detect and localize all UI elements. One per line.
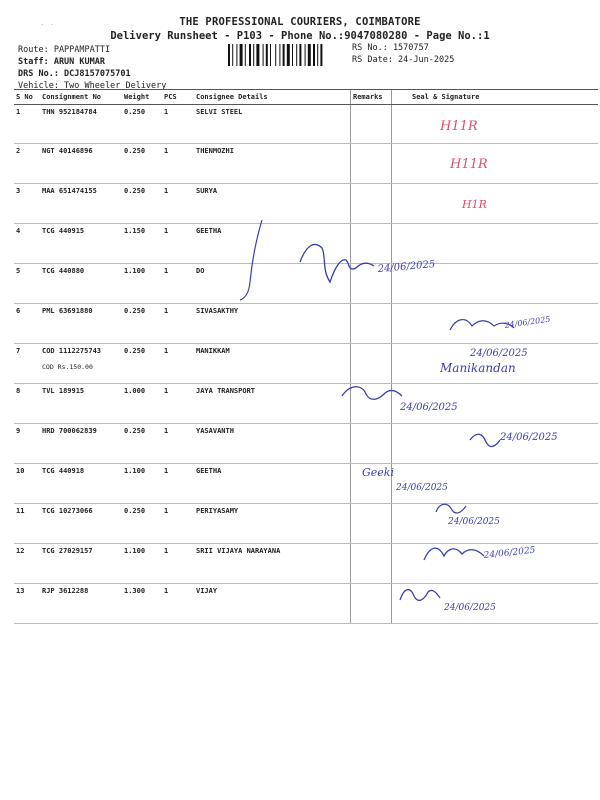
sig-row-10-date: 24/06/2025 [396, 483, 448, 493]
cell-consignment-text: HRD 700062839 [42, 427, 97, 435]
barcode-bar [236, 44, 237, 66]
cell-weight [122, 144, 162, 184]
cell-consignment-text: TCG 10273066 [42, 507, 93, 515]
barcode-bar [256, 44, 259, 66]
cell-sno [14, 304, 40, 344]
cell-pcs [162, 544, 194, 584]
cell-weight [122, 504, 162, 544]
cell-consignment [40, 344, 122, 384]
cell-consignee-text: THENMOZHI [196, 147, 234, 155]
cell-pcs-text: 1 [164, 507, 169, 515]
cell-weight [122, 105, 162, 144]
barcode-bar [296, 44, 297, 66]
cell-consignee-text: VIJAY [196, 587, 218, 595]
cell-consignee [194, 144, 351, 184]
cell-pcs [162, 584, 194, 624]
vehicle: Vehicle: Two Wheeler Delivery [18, 81, 167, 91]
cell-consignment [40, 224, 122, 264]
cell-consignee [194, 464, 351, 504]
cell-weight-text: 1.000 [124, 387, 146, 395]
cell-sno-text: 13 [16, 587, 25, 595]
cell-consignment-text: TVL 189915 [42, 387, 85, 395]
table-row [14, 464, 598, 504]
cell-sno [14, 144, 40, 184]
table-row [14, 304, 598, 344]
sig-row-7-date: 24/06/2025 [470, 348, 528, 359]
cell-weight [122, 184, 162, 224]
barcode-bar [305, 44, 306, 66]
cell-weight [122, 384, 162, 424]
cell-sno-text: 4 [16, 227, 21, 235]
cell-pcs [162, 424, 194, 464]
cell-sno-text: 11 [16, 507, 25, 515]
cell-consignee [194, 584, 351, 624]
barcode-bar [249, 44, 251, 66]
sig-row-3: H1R [462, 198, 487, 211]
cell-pcs-text: 1 [164, 307, 169, 315]
table-row [14, 224, 598, 264]
cell-consignment [40, 504, 122, 544]
cell-weight-text: 0.250 [124, 147, 146, 155]
cell-consignment-text: RJP 3612288 [42, 587, 89, 595]
barcode-bar [279, 44, 280, 66]
cell-consignment-text: NGT 40146896 [42, 147, 93, 155]
table-row [14, 504, 598, 544]
cell-consignment [40, 424, 122, 464]
cell-sno [14, 384, 40, 424]
cell-remarks [351, 384, 392, 424]
cell-consignee-text: GEETHA [196, 227, 222, 235]
cell-consignee [194, 264, 351, 304]
cell-weight [122, 344, 162, 384]
cell-pcs [162, 344, 194, 384]
cell-pcs-text: 1 [164, 387, 169, 395]
route-meta [18, 44, 166, 92]
cell-sno-text: 3 [16, 187, 21, 195]
cell-pcs-text: 1 [164, 227, 169, 235]
cell-consignee [194, 105, 351, 144]
table-row [14, 184, 598, 224]
table-header-row [14, 90, 598, 105]
company-name: THE PROFESSIONAL COURIERS, COIMBATORE [179, 16, 421, 28]
cell-weight [122, 224, 162, 264]
barcode-bar [228, 44, 230, 66]
cell-consignee [194, 224, 351, 264]
cell-consignment [40, 144, 122, 184]
table-row [14, 584, 598, 624]
rs-info [352, 42, 454, 66]
cell-sno [14, 464, 40, 504]
cell-pcs [162, 384, 194, 424]
cell-pcs [162, 504, 194, 544]
cell-pcs [162, 184, 194, 224]
cell-consignee-text: YASAVANTH [196, 427, 234, 435]
cod-amount: COD Rs.150.00 [42, 363, 93, 371]
table-row [14, 424, 598, 464]
barcode-bar [263, 44, 264, 66]
cell-sno [14, 264, 40, 304]
table-row [14, 264, 598, 304]
cell-pcs [162, 144, 194, 184]
cell-consignment [40, 184, 122, 224]
barcode-bar [320, 44, 322, 66]
cell-weight-text: 1.150 [124, 227, 146, 235]
cell-weight [122, 264, 162, 304]
cell-consignee-text: SRII VIJAYA NARAYANA [196, 547, 281, 555]
cell-remarks [351, 584, 392, 624]
cell-sno-text: 10 [16, 467, 25, 475]
cell-remarks [351, 544, 392, 584]
cell-remarks [351, 344, 392, 384]
cell-pcs [162, 224, 194, 264]
cell-consignee [194, 184, 351, 224]
cell-remarks [351, 184, 392, 224]
table-row [14, 544, 598, 584]
cell-signature[interactable] [392, 344, 599, 384]
sig-row-10-name: Geeki [362, 466, 394, 479]
cell-pcs-text: 1 [164, 347, 169, 355]
cell-signature[interactable] [392, 224, 599, 264]
cell-remarks [351, 224, 392, 264]
cell-consignment [40, 384, 122, 424]
drs-number: DRS No.: DCJ8157075701 [18, 69, 131, 79]
runsheet-table [14, 89, 598, 624]
cell-weight-text: 0.250 [124, 108, 146, 116]
cell-sno-text: 2 [16, 147, 21, 155]
barcode [228, 44, 344, 66]
cell-consignee-text: SIVASAKTHY [196, 307, 239, 315]
sig-row-13-date: 24/06/2025 [444, 603, 496, 613]
cell-consignment [40, 264, 122, 304]
rs-number: RS No.: 1570757 [352, 43, 429, 53]
cell-consignee [194, 424, 351, 464]
cell-sno-text: 8 [16, 387, 21, 395]
cell-pcs-text: 1 [164, 267, 169, 275]
cell-sno [14, 544, 40, 584]
cell-consignment-text: TCG 440918 [42, 467, 85, 475]
cell-weight-text: 0.250 [124, 427, 146, 435]
cell-sno-text: 5 [16, 267, 21, 275]
cell-signature[interactable] [392, 105, 599, 144]
barcode-bar [240, 44, 243, 66]
scan-marks: · · [40, 20, 55, 29]
barcode-bar [308, 44, 311, 66]
cell-pcs-text: 1 [164, 547, 169, 555]
rs-date: RS Date: 24-Jun-2025 [352, 55, 455, 65]
cell-sno [14, 224, 40, 264]
cell-signature[interactable] [392, 144, 599, 184]
cell-consignment [40, 105, 122, 144]
cell-sno [14, 584, 40, 624]
barcode-bar [317, 44, 318, 66]
cell-consignment-text: MAA 651474155 [42, 187, 97, 195]
cell-consignment-text: TCG 27029157 [42, 547, 93, 555]
barcode-bar [245, 44, 246, 66]
cell-signature[interactable] [392, 544, 599, 584]
sig-row-1: H11R [440, 119, 478, 134]
cell-sno [14, 184, 40, 224]
cell-remarks [351, 304, 392, 344]
cell-consignee [194, 384, 351, 424]
cell-sno-text: 12 [16, 547, 25, 555]
cell-sno-text: 1 [16, 108, 21, 116]
sig-row-12-date: 24/06/2025 [483, 545, 536, 561]
cell-consignment-text: COD 1112275743 [42, 347, 102, 355]
sig-row-11-date: 24/06/2025 [448, 517, 500, 527]
table-row [14, 344, 598, 384]
runsheet-subtitle: Delivery Runsheet - P103 - Phone No.:9047080280 - Page No.:1 [110, 30, 490, 42]
cell-signature[interactable] [392, 424, 599, 464]
sig-row-8-date: 24/06/2025 [400, 402, 458, 413]
cell-consignment [40, 464, 122, 504]
cell-weight [122, 544, 162, 584]
col-consignment: Consignment No [40, 90, 122, 105]
cell-remarks [351, 105, 392, 144]
cell-pcs-text: 1 [164, 187, 169, 195]
sig-row-9-date: 24/06/2025 [500, 432, 558, 443]
sig-row-2: H11R [450, 157, 488, 172]
cell-consignee-text: SELVI STEEL [196, 108, 243, 116]
cell-consignment-text: THN 952184784 [42, 108, 97, 116]
col-sno: S No [14, 90, 40, 105]
cell-signature[interactable] [392, 304, 599, 344]
barcode-bar [299, 44, 301, 66]
cell-pcs [162, 304, 194, 344]
cell-consignee [194, 304, 351, 344]
sig-row-4-5-date: 24/06/2025 [377, 259, 436, 275]
cell-consignment-text: TCG 440880 [42, 267, 85, 275]
cell-weight-text: 1.100 [124, 547, 146, 555]
cell-weight-text: 0.250 [124, 187, 146, 195]
barcode-bar [313, 44, 315, 66]
cell-signature[interactable] [392, 384, 599, 424]
cell-weight-text: 0.250 [124, 507, 146, 515]
cell-weight-text: 1.100 [124, 467, 146, 475]
barcode-bar [270, 44, 271, 66]
table-row [14, 384, 598, 424]
cell-pcs-text: 1 [164, 427, 169, 435]
col-pcs: PCS [162, 90, 194, 105]
barcode-bar [292, 44, 293, 66]
barcode-bar [275, 44, 276, 66]
cell-remarks [351, 504, 392, 544]
cell-weight-text: 1.100 [124, 267, 146, 275]
cell-signature[interactable] [392, 264, 599, 304]
cell-signature[interactable] [392, 504, 599, 544]
table-row [14, 105, 598, 144]
cell-pcs-text: 1 [164, 147, 169, 155]
cell-remarks [351, 144, 392, 184]
cell-signature[interactable] [392, 584, 599, 624]
cell-consignment [40, 304, 122, 344]
cell-weight-text: 1.300 [124, 587, 146, 595]
cell-consignee [194, 544, 351, 584]
cell-weight-text: 0.250 [124, 347, 146, 355]
cell-consignee [194, 344, 351, 384]
cell-sno [14, 105, 40, 144]
cell-pcs [162, 105, 194, 144]
cell-sno [14, 424, 40, 464]
barcode-bar [253, 44, 254, 66]
cell-weight [122, 304, 162, 344]
table-row [14, 144, 598, 184]
cell-consignee-text: GEETHA [196, 467, 222, 475]
cell-consignment [40, 544, 122, 584]
sig-row-6-date: 24/06/2025 [504, 314, 551, 330]
route: Route: PAPPAMPATTI [18, 45, 111, 55]
col-signature: Seal & Signature [392, 90, 599, 105]
barcode-bar [266, 44, 268, 66]
cell-consignment-text: TCG 440915 [42, 227, 85, 235]
barcode-bar [283, 44, 285, 66]
cell-sno [14, 344, 40, 384]
cell-consignment [40, 584, 122, 624]
cell-signature[interactable] [392, 184, 599, 224]
col-weight: Weight [122, 90, 162, 105]
cell-sno [14, 504, 40, 544]
col-consignee: Consignee Details [194, 90, 351, 105]
barcode-bar [232, 44, 233, 66]
cell-sno-text: 6 [16, 307, 21, 315]
cell-consignee-text: SURYA [196, 187, 218, 195]
col-remarks: Remarks [351, 90, 392, 105]
cell-pcs-text: 1 [164, 467, 169, 475]
staff: Staff: ARUN KUMAR [18, 57, 105, 67]
cell-consignee-text: MANIKKAM [196, 347, 230, 355]
cell-signature[interactable] [392, 464, 599, 504]
cell-consignment-text: PML 63691880 [42, 307, 93, 315]
cell-sno-text: 9 [16, 427, 21, 435]
barcode-bar [287, 44, 290, 66]
cell-remarks [351, 464, 392, 504]
cell-remarks [351, 264, 392, 304]
cell-weight [122, 424, 162, 464]
cell-sno-text: 7 [16, 347, 21, 355]
cell-weight-text: 0.250 [124, 307, 146, 315]
cell-weight [122, 464, 162, 504]
cell-pcs [162, 264, 194, 304]
cell-consignee-text: JAYA TRANSPORT [196, 387, 256, 395]
cell-weight [122, 584, 162, 624]
cell-consignee-text: PERIYASAMY [196, 507, 239, 515]
cell-consignee-text: DO [196, 267, 205, 275]
cell-pcs-text: 1 [164, 587, 169, 595]
sig-row-7-name: Manikandan [440, 361, 516, 375]
cell-consignee [194, 504, 351, 544]
cell-remarks [351, 424, 392, 464]
cell-pcs-text: 1 [164, 108, 169, 116]
cell-pcs [162, 464, 194, 504]
